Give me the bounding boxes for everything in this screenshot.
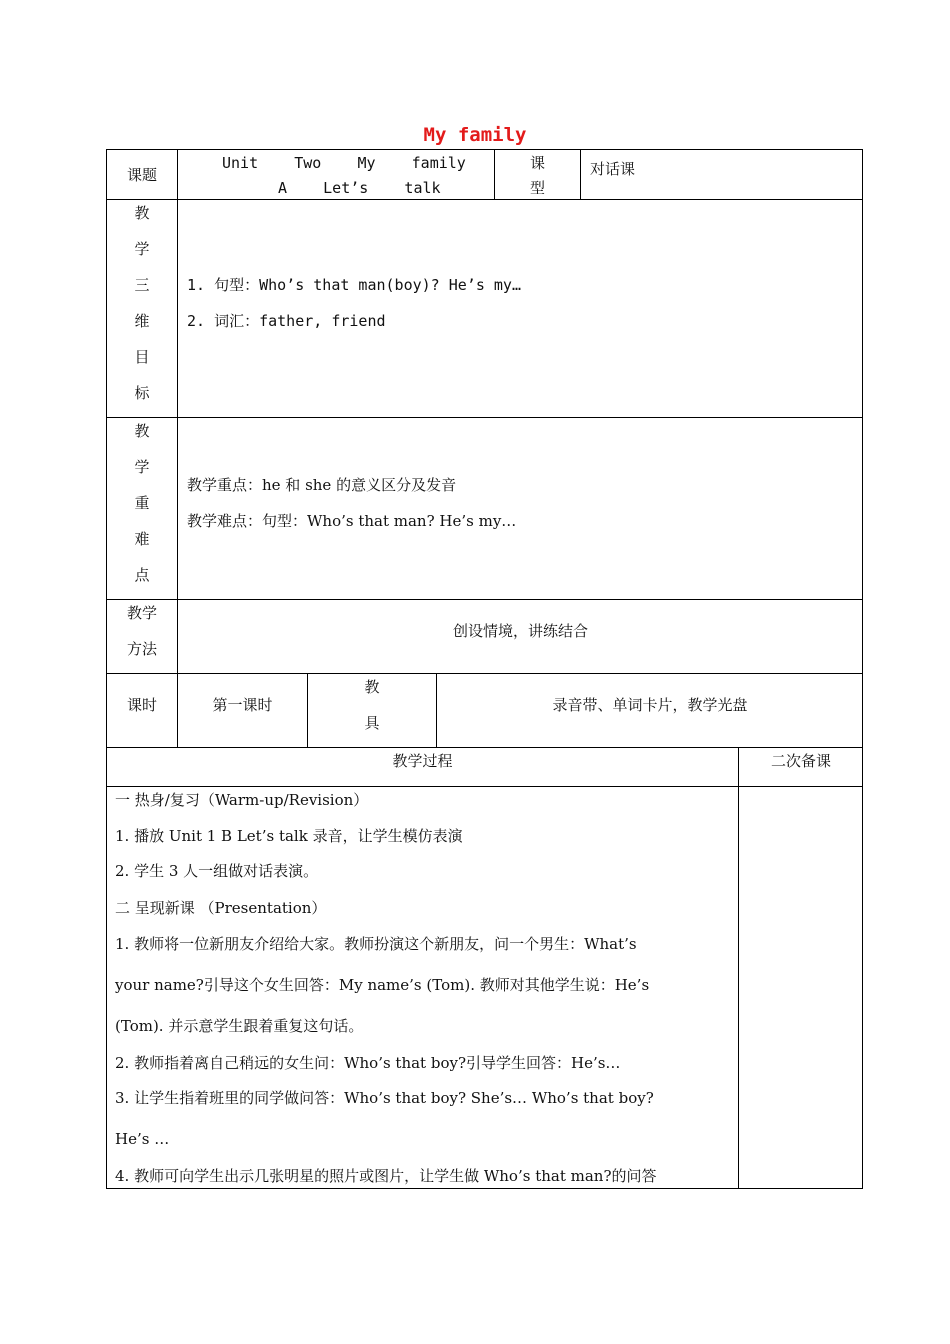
process-line: 1. 播放 Unit 1 B Let’s talk 录音，让学生模仿表演 [115,827,463,845]
process-line: 3. 让学生指着班里的同学做问答：Who’s that boy? She’s… Who’s that boy? [115,1089,654,1107]
goals-label-char: 教 [134,204,150,222]
tools-value: 录音带、单词卡片，教学光盘 [552,696,748,714]
keypoints-label-char: 点 [134,566,150,584]
keypoints-line: 教学难点：句型：Who’s that man? He’s my… [187,512,517,530]
topic-value-line2: A Let’s talk [278,179,441,197]
process-header: 教学过程 [392,752,453,770]
method-label-line2: 方法 [126,640,157,658]
topic-value-line1: Unit Two My family [222,154,466,172]
process-line: He’s … [115,1130,170,1148]
keypoints-label-char: 学 [134,458,150,476]
goals-label-char: 标 [134,384,150,402]
row-divider [106,747,863,748]
page-title: My family [423,124,527,146]
row-divider [106,673,863,674]
type-label-2: 型 [529,179,545,197]
col-divider [177,149,178,747]
keypoints-label-char: 重 [134,494,150,512]
process-line: 一 热身/复习（Warm-up/Revision） [115,791,369,809]
type-label-1: 课 [529,154,545,172]
type-value: 对话课 [590,160,636,178]
method-label-line1: 教学 [126,604,157,622]
keypoints-label-char: 难 [134,530,150,548]
row-divider [106,417,863,418]
process-line: your name?引导这个女生回答：My name’s (Tom). 教师对其他学生说：He’s [115,976,650,994]
process-line: 二 呈现新课 （Presentation） [115,899,327,917]
row-divider [106,786,863,787]
process-line: 2. 学生 3 人一组做对话表演。 [115,862,319,880]
goals-line: 2. 词汇：father, friend [187,312,386,330]
keypoints-label-char: 教 [134,422,150,440]
goals-label-char: 学 [134,240,150,258]
period-value: 第一课时 [212,696,273,714]
process-line: 4. 教师可向学生出示几张明星的照片或图片，让学生做 Who’s that man?的问答 [115,1167,657,1185]
row-divider [106,599,863,600]
tools-label-2: 具 [364,714,380,732]
process-line: (Tom). 并示意学生跟着重复这句话。 [115,1017,364,1035]
process-line: 1. 教师将一位新朋友介绍给大家。教师扮演这个新朋友，问一个男生：What’s [115,935,637,953]
topic-label: 课题 [126,166,157,184]
col-divider [580,149,581,199]
keypoints-line: 教学重点：he 和 she 的意义区分及发音 [187,476,457,494]
row-divider [106,199,863,200]
period-label: 课时 [126,696,157,714]
process-line: 2. 教师指着离自己稍远的女生问：Who’s that boy?引导学生回答：He’s… [115,1054,621,1072]
method-value: 创设情境，讲练结合 [452,622,588,640]
tools-label-1: 教 [364,678,380,696]
goals-label-char: 三 [134,276,150,294]
goals-label-char: 目 [134,348,150,366]
secondary-prep-header: 二次备课 [770,752,831,770]
goals-label-char: 维 [134,312,150,330]
goals-line: 1. 句型：Who’s that man(boy)? He’s my… [187,276,521,294]
col-divider [738,747,739,1189]
